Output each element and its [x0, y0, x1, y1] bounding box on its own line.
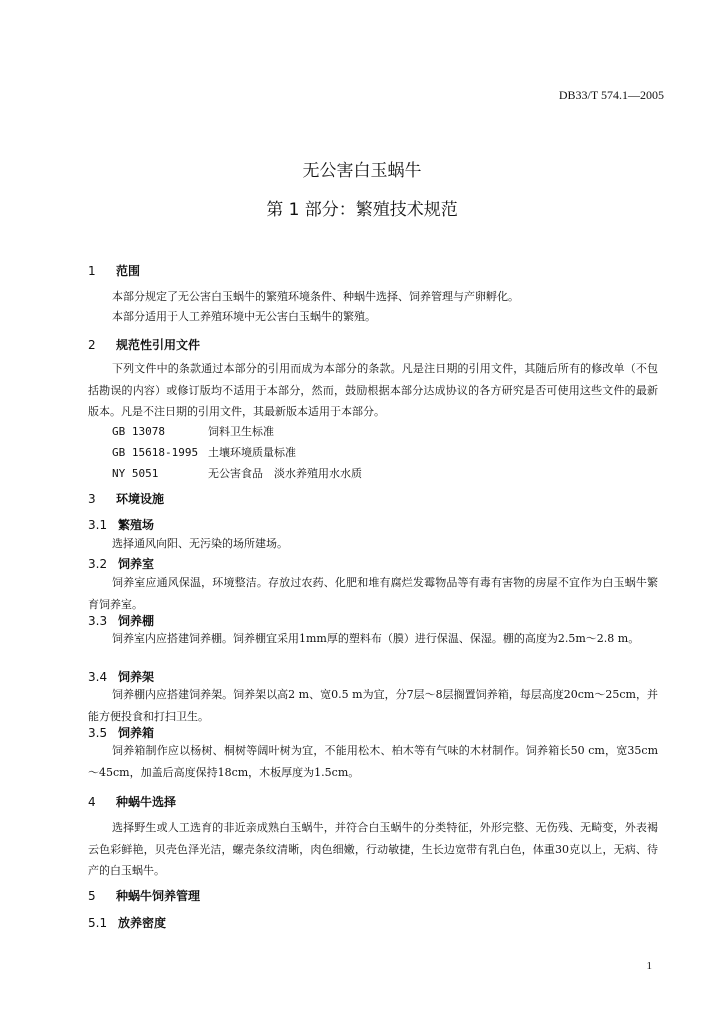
- subsection-heading-3-5: [88, 724, 154, 741]
- standard-code: DB33/T 574.1—2005: [558, 88, 664, 102]
- subsection-title: 繁殖场: [118, 518, 155, 532]
- reference-name: 无公害食品 淡水养殖用水水质: [208, 467, 362, 480]
- paragraph: 选择野生或人工选育的非近亲成熟白玉蜗牛，并符合白玉蜗牛的分类特征，外形完整、无伤残、无畸变，外表褐云色彩鲜艳，贝壳色泽光洁，螺壳条纹清晰，肉色细嫩，行动敏捷，生长边宽带有乳白色，体重30克以上，无病、待产的白玉蜗牛。: [88, 821, 658, 877]
- subsection-heading-5-1: [88, 914, 166, 931]
- section-title: 规范性引用文件: [116, 338, 201, 352]
- reference-row: [112, 423, 274, 439]
- subsection-heading-3-3: [88, 612, 154, 629]
- section-number: 3: [88, 492, 96, 506]
- paragraph: 本部分适用于人工养殖环境中无公害白玉蜗牛的繁殖。: [112, 310, 376, 323]
- reference-row: [112, 465, 362, 481]
- paragraph: 选择通风向阳、无污染的场所建场。: [112, 537, 288, 550]
- subsection-number: 3.2: [88, 557, 108, 571]
- document-title: 无公害白玉蜗牛: [302, 161, 422, 181]
- reference-code: NY 5051: [112, 467, 159, 480]
- subsection-heading-3-2: [88, 555, 154, 572]
- section-heading-2: [88, 336, 200, 353]
- paragraph: 本部分规定了无公害白玉蜗牛的繁殖环境条件、种蜗牛选择、饲养管理与产卵孵化。: [112, 290, 519, 303]
- document-subtitle: 第 1 部分：繁殖技术规范: [266, 200, 458, 220]
- section-number: 1: [88, 264, 96, 278]
- subsection-title: 饲养箱: [118, 726, 155, 740]
- section-heading-5: [88, 887, 200, 904]
- section-number: 2: [88, 338, 96, 352]
- section-number: 4: [88, 795, 96, 809]
- section-title: 种蜗牛选择: [116, 795, 177, 809]
- paragraph: 饲养室内应搭建饲养棚。饲养棚宜采用1mm厚的塑料布（膜）进行保温、保湿。棚的高度为2.5m～2.8 m。: [112, 632, 640, 645]
- subsection-title: 饲养棚: [118, 614, 155, 628]
- section-heading-1: [88, 262, 140, 279]
- page-number: 1: [646, 960, 652, 972]
- subsection-number: 3.1: [88, 518, 108, 532]
- reference-row: [112, 444, 296, 460]
- paragraph: 下列文件中的条款通过本部分的引用而成为本部分的条款。凡是注日期的引用文件，其随后所有的修改单（不包括勘误的内容）或修订版均不适用于本部分，然而，鼓励根据本部分达成协议的各方研究是否可使用这些文件的最新版本。凡是不注日期的引用文件，其最新版本适用于本部分。: [88, 362, 658, 418]
- subsection-number: 3.5: [88, 726, 108, 740]
- section-heading-4: [88, 793, 176, 810]
- subsection-number: 3.4: [88, 670, 108, 684]
- reference-name: 土壤环境质量标准: [208, 446, 296, 459]
- section-title: 种蜗牛饲养管理: [116, 889, 201, 903]
- subsection-title: 饲养架: [118, 670, 155, 684]
- section-heading-3: [88, 490, 164, 507]
- subsection-heading-3-4: [88, 668, 154, 685]
- section-number: 5: [88, 889, 96, 903]
- paragraph: 饲养棚内应搭建饲养架。饲养架以高2 m、宽0.5 m为宜，分7层～8层搁置饲养箱，每层高度20cm～25cm，并能方便投食和打扫卫生。: [88, 688, 658, 723]
- subsection-number: 3.3: [88, 614, 108, 628]
- section-title: 范围: [116, 264, 141, 278]
- paragraph: 饲养室应通风保温，环境整洁。存放过农药、化肥和堆有腐烂发霉物品等有毒有害物的房屋不宜作为白玉蜗牛繁育饲养室。: [88, 576, 658, 611]
- section-title: 环境设施: [116, 492, 165, 506]
- subsection-number: 5.1: [88, 916, 108, 930]
- subsection-heading-3-1: [88, 516, 154, 533]
- subsection-title: 饲养室: [118, 557, 155, 571]
- reference-code: GB 15618-1995: [112, 446, 199, 459]
- reference-name: 饲料卫生标准: [208, 425, 274, 438]
- reference-code: GB 13078: [112, 425, 165, 438]
- paragraph: 饲养箱制作应以杨树、桐树等阔叶树为宜，不能用松木、柏木等有气味的木材制作。饲养箱长50 cm，宽35cm～45cm，加盖后高度保持18cm，木板厚度为1.5cm。: [88, 744, 658, 779]
- subsection-title: 放养密度: [118, 916, 167, 930]
